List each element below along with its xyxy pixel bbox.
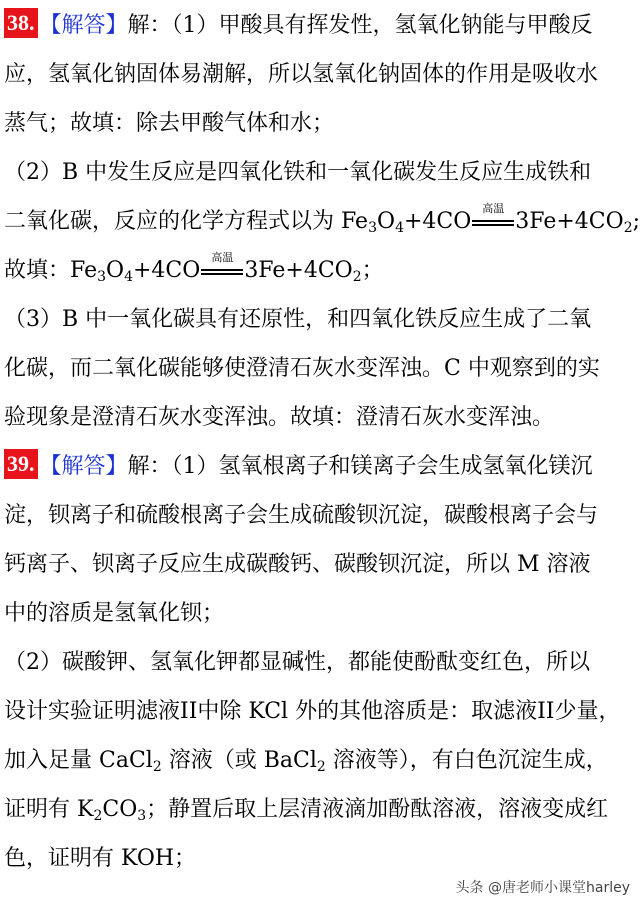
q38-line-8: 化碳，而二氧化碳能够使澄清石灰水变浑浊。C 中观察到的实 [4, 356, 600, 381]
high-temperature-condition: 高温 [201, 255, 243, 279]
high-temperature-condition: 高温 [472, 206, 514, 230]
q39-line-6: 设计实验证明滤液II中除 KCl 外的其他溶质是：取滤液II少量， [4, 699, 621, 724]
q39-line-3: 钙离子、钡离子反应生成碳酸钙、碳酸钡沉淀，所以 M 溶液 [4, 552, 591, 577]
q38-line-9: 验现象是澄清石灰水变浑浊。故填：澄清石灰水变浑浊。 [4, 405, 555, 430]
chemical-equation: $Fe_3O_4+4CO$ 高温 $3Fe+4CO_2$; [341, 202, 640, 236]
q39-text: 解：（1）氢氧根离子和镁离子会生成氢氧化镁沉 [127, 454, 593, 479]
watermark: 头条 @唐老师小课堂harley [455, 880, 630, 896]
q39-line-8: 证明有 $K_2CO_3$；静置后取上层清液滴加酚酞溶液，溶液变成红 [4, 797, 609, 824]
q39-number-badge: 39. [4, 449, 38, 479]
q38-line-6 [4, 251, 636, 291]
q39-line-1 [4, 447, 636, 487]
q39-line-9: 色，证明有 KOH； [4, 846, 197, 871]
q39-line-4: 中的溶质是氢氧化钡； [4, 601, 225, 626]
q39-line-7: 加入足量 CaCl$_2$ 溶液（或 BaCl$_2$ 溶液等），有白色沉淀生成， [4, 748, 608, 775]
q38-line-7: （3）B 中一氧化碳具有还原性，和四氧化铁反应生成了二氧 [4, 307, 592, 332]
q38-text: 解：（1）甲酸具有挥发性，氢氧化钠能与甲酸反 [127, 13, 593, 38]
q38-text: 二氧化碳，反应的化学方程式以为 [4, 209, 341, 234]
q38-text: 故填： [4, 258, 71, 283]
chemical-equation: $Fe_3O_4+4CO$ 高温 $3Fe+4CO_2$； [70, 251, 384, 285]
q38-line-5 [4, 202, 640, 242]
q39-answer-tag: 【解答】 [39, 454, 128, 479]
q39-line-2: 淀，钡离子和硫酸根离子会生成硫酸钡沉淀，碳酸根离子会与 [4, 503, 599, 528]
q38-line-1 [4, 6, 636, 46]
q39-line-5: （2）碳酸钾、氢氧化钾都显碱性，都能使酚酞变红色，所以 [4, 650, 590, 675]
q38-number-badge: 38. [4, 8, 38, 38]
q38-line-4: （2）B 中发生反应是四氧化铁和一氧化碳发生反应生成铁和 [4, 160, 592, 185]
q38-line-3: 蒸气；故填：除去甲酸气体和水； [4, 111, 335, 136]
q38-answer-tag: 【解答】 [39, 13, 128, 38]
q38-line-2: 应，氢氧化钠固体易潮解，所以氢氧化钠固体的作用是吸收水 [4, 62, 599, 87]
